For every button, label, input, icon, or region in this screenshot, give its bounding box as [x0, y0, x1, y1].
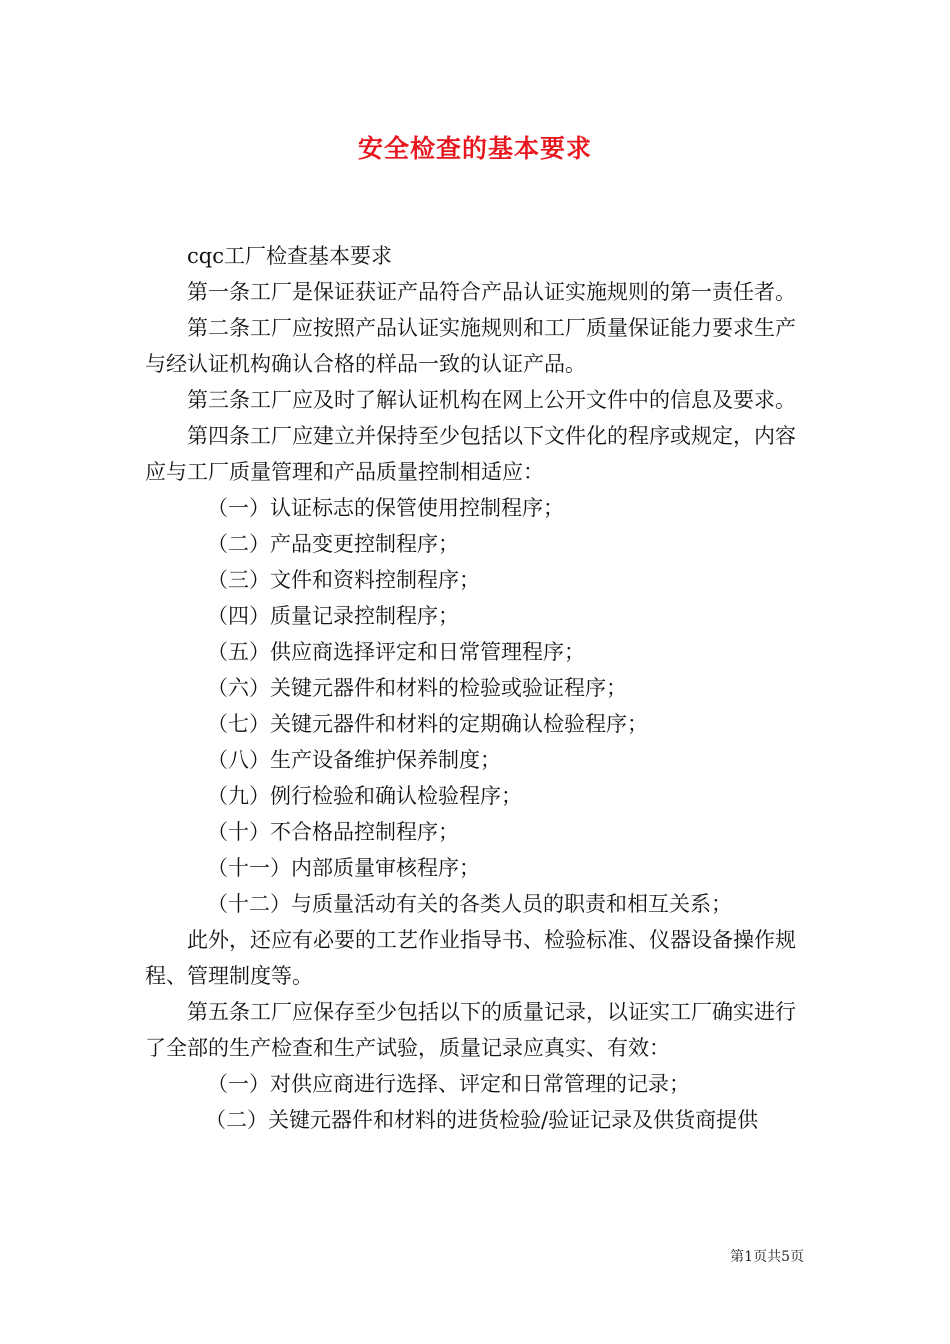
page-footer: 第1页共5页: [730, 1249, 804, 1265]
list-item: （十一）内部质量审核程序；: [207, 856, 480, 880]
paragraph: 此外，还应有必要的工艺作业指导书、检验标准、仪器设备操作规程、管理制度等。: [145, 928, 796, 988]
list-item: （九）例行检验和确认检验程序；: [207, 784, 522, 808]
paragraph: 第二条工厂应按照产品认证实施规则和工厂质量保证能力要求生产与经认证机构确认合格的样品一致的认证产品。: [145, 316, 796, 376]
document-body: [145, 238, 807, 1138]
list-item: （六）关键元器件和材料的检验或验证程序；: [207, 676, 627, 700]
paragraph: cqc工厂检查基本要求: [187, 244, 392, 268]
list-item: （五）供应商选择评定和日常管理程序；: [207, 640, 585, 664]
list-item: （十二）与质量活动有关的各类人员的职责和相互关系；: [207, 892, 732, 916]
list-item: （一）认证标志的保管使用控制程序；: [207, 496, 564, 520]
list-item: （四）质量记录控制程序；: [207, 604, 459, 628]
list-item: （三）文件和资料控制程序；: [207, 568, 480, 592]
paragraph: 第一条工厂是保证获证产品符合产品认证实施规则的第一责任者。: [187, 280, 796, 304]
list-item: （一）对供应商进行选择、评定和日常管理的记录；: [207, 1072, 690, 1096]
list-item: （十）不合格品控制程序；: [207, 820, 459, 844]
list-item: （八）生产设备维护保养制度；: [207, 748, 501, 772]
paragraph: 第五条工厂应保存至少包括以下的质量记录，以证实工厂确实进行了全部的生产检查和生产试验，质量记录应真实、有效：: [145, 1000, 796, 1060]
document-title: 安全检查的基本要求: [357, 134, 592, 163]
paragraph: 第四条工厂应建立并保持至少包括以下文件化的程序或规定，内容应与工厂质量管理和产品质量控制相适应：: [145, 424, 796, 484]
list-item: （二）产品变更控制程序；: [207, 532, 459, 556]
paragraph: 第三条工厂应及时了解认证机构在网上公开文件中的信息及要求。: [187, 388, 796, 412]
list-item: （七）关键元器件和材料的定期确认检验程序；: [207, 712, 648, 736]
list-item: （二）关键元器件和材料的进货检验/验证记录及供货商提供: [205, 1108, 759, 1132]
